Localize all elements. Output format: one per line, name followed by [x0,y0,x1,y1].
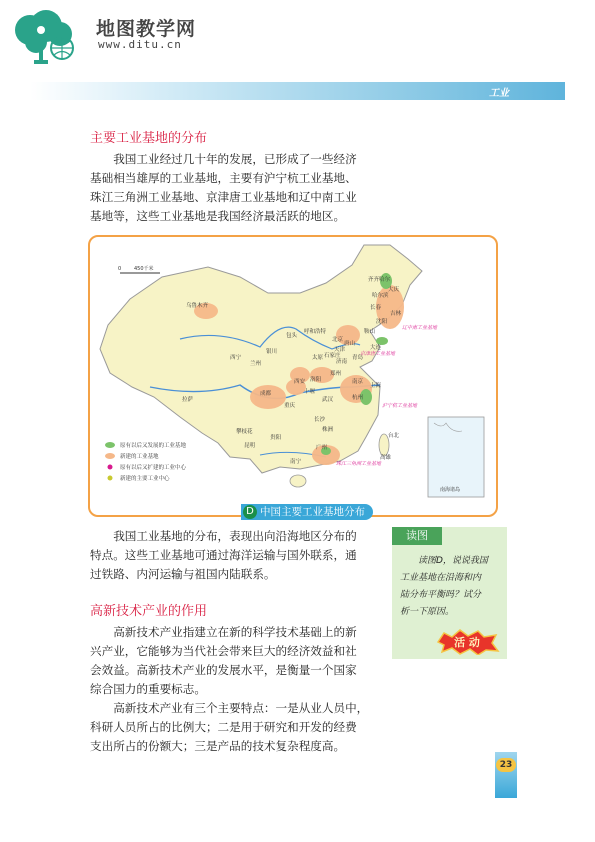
city-label: 西宁 [230,355,242,361]
city-label: 乌鲁木齐 [186,303,209,309]
city-label: 杭州 [352,395,364,401]
text-line: 读图D，说说我国 [418,556,488,566]
caption-letter: D [243,505,257,519]
text-line: 我国工业基地的分布，表现出向沿海地区分布的 [113,529,357,543]
city-label: 昆明 [244,443,256,449]
starburst-icon [434,629,500,655]
section-label: 工业 [489,88,509,99]
city-label: 上海 [370,383,382,389]
read-map-text [400,553,500,621]
city-label: 南宁 [290,459,302,465]
city-label: 十堰 [304,389,316,395]
south-china-sea-inset [428,417,484,497]
city-label: 攀枝花 [236,429,253,435]
text-line: 会效益。高新技术产业的发展水平，是衡量一个国家 [90,663,357,677]
logo-site-name: 地图教学网 [96,18,197,40]
legend-item: 新建的工业基地 [120,454,159,460]
text-line: 综合国力的重要标志。 [90,682,206,696]
text-line: 科研人员所占的比例大；二是用于研究和开发的经费 [90,720,357,734]
map-legend [105,441,187,482]
legend-item: 原有以后又扩建的工业中心 [120,465,187,471]
section2-paragraph-1 [90,623,388,699]
activity-badge [434,629,500,655]
city-label: 济南 [336,359,348,365]
hainan-island [290,475,306,487]
legend-item: 原有以后又发展的工业基地 [120,443,187,449]
city-label: 鞍山 [364,329,376,335]
city-label: 广州 [316,445,328,451]
section-title-high-tech: 高新技术产业的作用 [90,604,208,619]
city-label: 成都 [260,391,272,397]
base-label: 珠江三角洲工业基地 [336,461,382,467]
base-label: 辽中南工业基地 [402,325,438,331]
city-label: 兰州 [250,361,262,367]
city-label: 青岛 [352,355,364,361]
caption-text: 中国主要工业基地分布 [260,506,365,518]
text-line: 基础相当雄厚的工业基地，主要有沪宁杭工业基地、 [90,171,357,185]
city-label: 长沙 [314,417,326,423]
city-label: 株洲 [322,427,334,433]
text-line: 析一下原因。 [400,607,455,617]
read-map-tab: 读图 [392,527,442,545]
city-label: 南京 [352,379,364,385]
inset-label: 南海诸岛 [440,487,461,493]
city-label: 长春 [370,305,382,311]
legend-item: 新建的主要工业中心 [120,476,170,482]
section-title-industrial-bases: 主要工业基地的分布 [90,131,208,146]
city-label: 台北 [388,433,400,439]
city-label: 大连 [370,345,382,351]
scale-zero: 0 [118,266,122,272]
text-line: 珠江三角洲工业基地、京津唐工业基地和辽中南工业 [90,190,357,204]
city-label: 西安 [294,379,306,385]
header-band [30,82,565,100]
section1-paragraph [90,150,406,226]
city-label: 银川 [266,349,278,355]
china-industrial-map [90,237,496,515]
text-line: 支出所占的份额大；三是产品的技术复杂程度高。 [90,739,346,753]
scale-distance: 450千米 [134,266,154,272]
map-caption [241,504,373,520]
city-label: 包头 [286,333,298,339]
text-line: 我国工业经过几十年的发展，已形成了一些经济 [113,152,357,166]
city-label: 哈尔滨 [372,293,389,299]
base-label: 京津唐工业基地 [360,351,396,357]
base-label: 沪宁杭工业基地 [382,403,418,409]
city-label: 重庆 [284,403,296,409]
city-label: 大庆 [388,287,400,293]
activity-label: 活 动 [454,636,480,649]
text-line: 陆分布平衡吗？试分 [400,590,482,600]
logo-tree-icon [10,8,78,64]
text-line: 高新技术产业有三个主要特点：一是从业人员中， [113,701,369,715]
city-label: 北京 [332,337,344,343]
city-label: 石家庄 [324,353,341,359]
city-label: 吉林 [390,311,402,317]
city-label: 太原 [312,355,324,361]
text-line: 特点。这些工业基地可通过海洋运输与国外联系，通 [90,548,357,562]
city-label: 郑州 [330,371,342,377]
section2-paragraph-2 [90,699,388,756]
text-line: 高新技术产业指建立在新的科学技术基础上的新 [113,625,357,639]
city-label: 呼和浩特 [304,329,327,335]
page-number: 23 [496,758,516,772]
text-line: 过铁路、内河运输与祖国内陆联系。 [90,567,276,581]
city-label: 天津 [334,347,346,353]
city-label: 武汉 [322,397,334,403]
city-label: 沈阳 [376,319,388,325]
city-label: 唐山 [344,341,356,347]
text-line: 基地等，这些工业基地是我国经济最活跃的地区。 [90,209,346,223]
text-line: 兴产业，它能够为当代社会带来巨大的经济效益和社 [90,644,357,658]
city-label: 高雄 [380,455,392,461]
map-frame [88,235,498,517]
city-label: 贵阳 [270,435,282,441]
section1b-paragraph [90,527,388,584]
logo-url: www.ditu.cn [98,38,182,51]
city-label: 齐齐哈尔 [368,277,391,283]
city-label: 拉萨 [182,397,194,403]
text-line: 工业基地在沿海和内 [400,573,482,583]
city-label: 洛阳 [310,377,322,383]
